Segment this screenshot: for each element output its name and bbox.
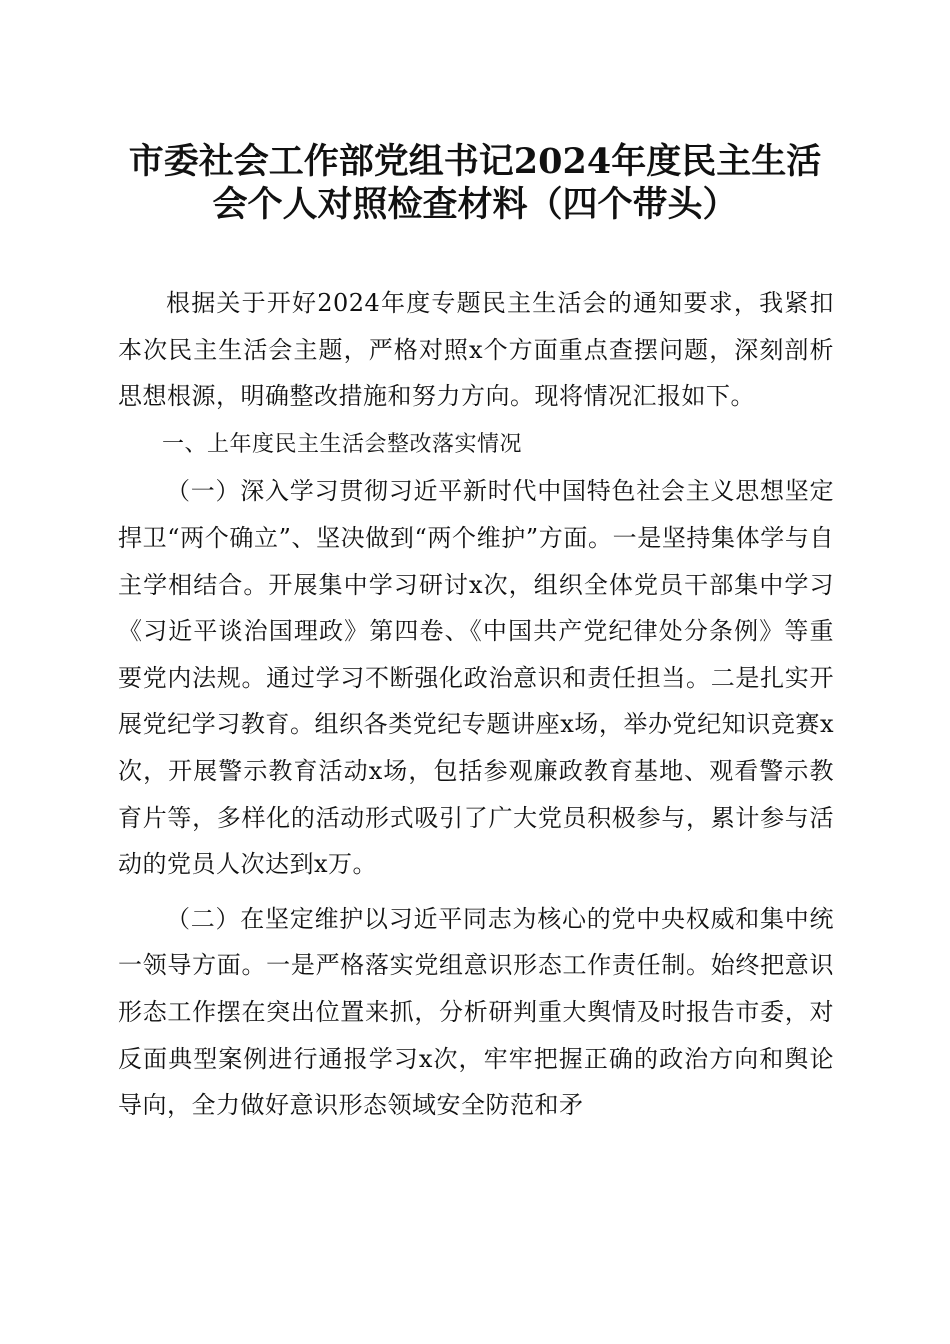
section-heading: 一、上年度民主生活会整改落实情况 bbox=[162, 431, 523, 457]
title-line-2: 会个人对照检查材料（四个带头） bbox=[212, 184, 738, 225]
paragraph-2: （二）在坚定维护以习近平同志为核心的党中央权威和集中统一领导方面。一是严格落实党组意识形态工作责任制。始终把意识形态工作摆在突出位置来抓，分析研判重大舆情及时报告市委，对反面典型案例进行通报学习x次，牢牢把握正确的政治方向和舆论导向，全力做好意识形态领域安全防范和矛 bbox=[118, 904, 834, 1120]
intro-paragraph: 根据关于开好2024年度专题民主生活会的通知要求，我紧扣本次民主生活会主题，严格对照x个方面重点查摆问题，深刻剖析思想根源，明确整改措施和努力方向。现将情况汇报如下。 bbox=[118, 289, 834, 411]
title-line-1: 市委社会工作部党组书记2024年度民主生活 bbox=[128, 141, 822, 182]
paragraph-1: （一）深入学习贯彻习近平新时代中国特色社会主义思想坚定捍卫“两个确立”、坚决做到“两个维护”方面。一是坚持集体学与自主学相结合。开展集中学习研讨x次，组织全体党员干部集中学习《习近平谈治国理政》第四卷、《中国共产党纪律处分条例》等重要党内法规。通过学习不断强化政治意识和责任担当。二是扎实开展党纪学习教育。组织各类党纪专题讲座x场，举办党纪知识竞赛x次，开展警示教育活动x场，包括参观廉政教育基地、观看警示教育片等，多样化的活动形式吸引了广大党员积极参与，累计参与活动的党员人次达到x万。 bbox=[118, 477, 834, 879]
document-body bbox=[118, 280, 834, 1129]
document-title bbox=[118, 140, 832, 226]
